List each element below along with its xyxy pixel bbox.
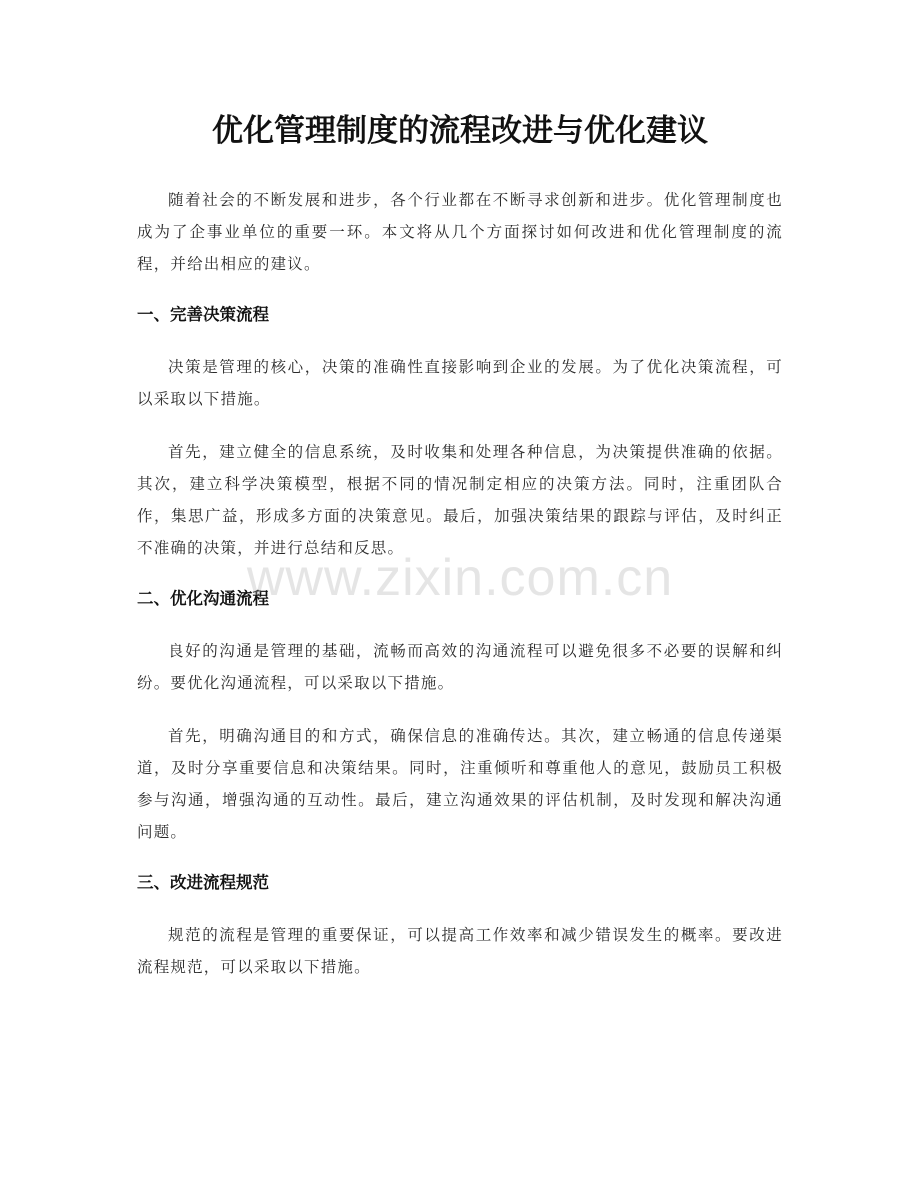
- section-heading: 一、完善决策流程: [137, 305, 269, 324]
- page-title: 优化管理制度的流程改进与优化建议: [212, 113, 708, 149]
- body-paragraph: 决策是管理的核心，决策的准确性直接影响到企业的发展。为了优化决策流程，可以采取以下措施。: [137, 358, 783, 408]
- intro-paragraph: 随着社会的不断发展和进步，各个行业都在不断寻求创新和进步。优化管理制度也成为了企事业单位的重要一环。本文将从几个方面探讨如何改进和优化管理制度的流程，并给出相应的建议。: [137, 191, 783, 273]
- watermark-text: www.zixin.com.cn: [246, 549, 674, 607]
- body-paragraph: 首先，建立健全的信息系统，及时收集和处理各种信息，为决策提供准确的依据。其次，建立科学决策模型，根据不同的情况制定相应的决策方法。同时，注重团队合作，集思广益，形成多方面的决策意见。最后，加强决策结果的跟踪与评估，及时纠正不准确的决策，并进行总结和反思。: [137, 443, 783, 557]
- section-decision: [137, 301, 783, 564]
- document-body: [137, 184, 783, 1004]
- section-heading: 三、改进流程规范: [137, 873, 269, 892]
- section-process-standards: [137, 869, 783, 983]
- section-communication: [137, 585, 783, 848]
- section-heading: 二、优化沟通流程: [137, 589, 269, 608]
- body-paragraph: 良好的沟通是管理的基础，流畅而高效的沟通流程可以避免很多不必要的误解和纠纷。要优化沟通流程，可以采取以下措施。: [137, 642, 783, 692]
- body-paragraph: 规范的流程是管理的重要保证，可以提高工作效率和减少错误发生的概率。要改进流程规范，可以采取以下措施。: [137, 926, 783, 976]
- body-paragraph: 首先，明确沟通目的和方式，确保信息的准确传达。其次，建立畅通的信息传递渠道，及时分享重要信息和决策结果。同时，注重倾听和尊重他人的意见，鼓励员工积极参与沟通，增强沟通的互动性。最后，建立沟通效果的评估机制，及时发现和解决沟通问题。: [137, 727, 783, 841]
